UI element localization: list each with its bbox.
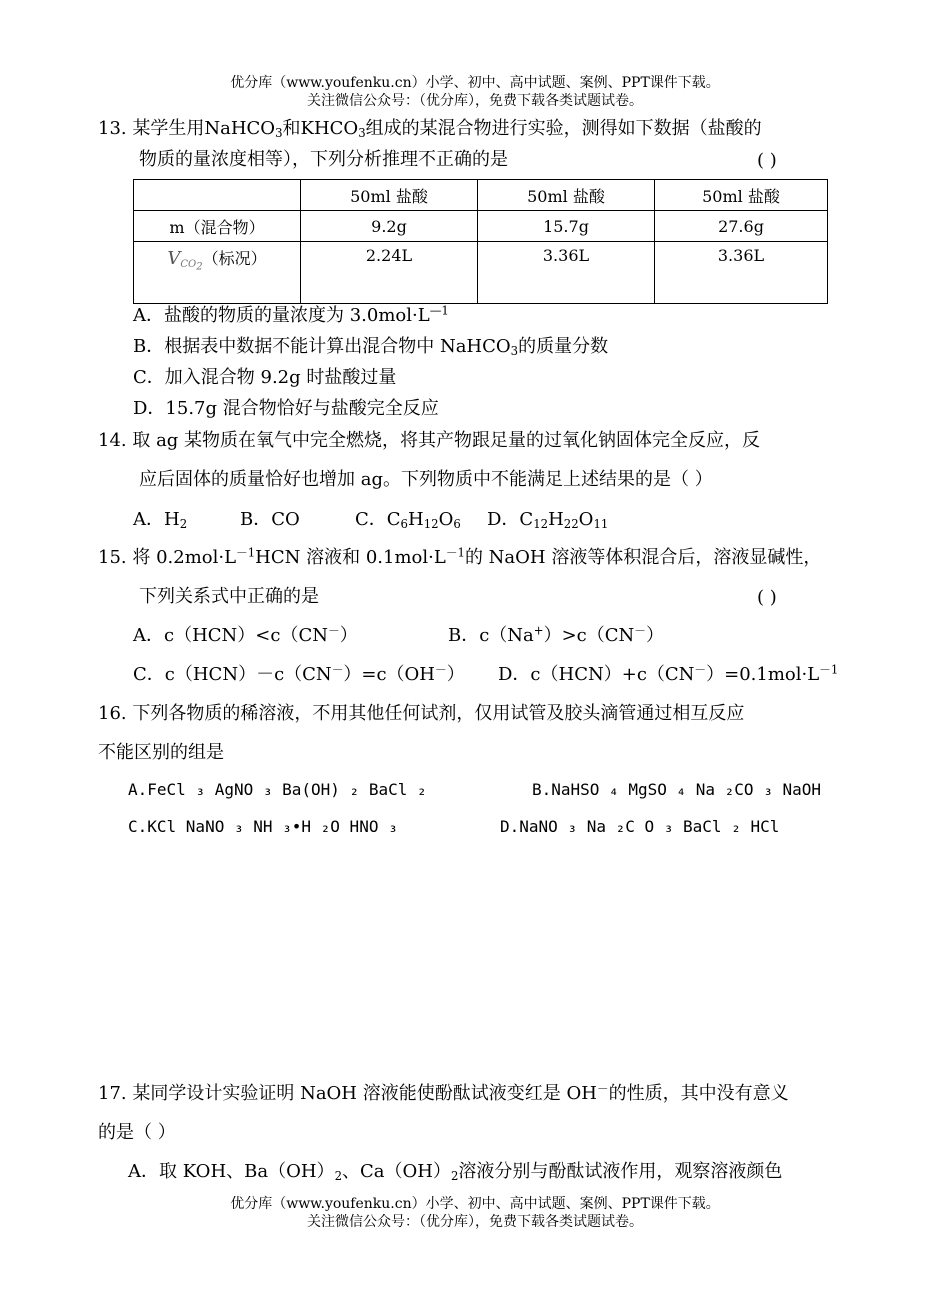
q15-answer-paren: ( ) bbox=[757, 587, 777, 608]
q15-option-c: C．c（HCN）－c（CN－）=c（OH－） bbox=[133, 662, 465, 685]
table-header-cell: 50ml 盐酸 bbox=[301, 180, 478, 211]
q14-option-a: A．$H_2$ bbox=[133, 509, 188, 531]
q16-option-c: C.KCl NaNO ₃ NH ₃•H ₂O HNO ₃ bbox=[128, 817, 398, 836]
q16-option-d: D.NaNO ₃ Na ₂C O ₃ BaCl ₂ HCl bbox=[500, 817, 780, 836]
q13-option-c: C．加入混合物 9.2g 时盐酸过量 bbox=[133, 367, 397, 388]
page-footer-line2: 关注微信公众号：（优分库），免费下载各类试题试卷。 bbox=[307, 1214, 643, 1230]
q13-answer-paren: ( ) bbox=[757, 150, 777, 171]
q13-option-d: D．15.7g 混合物恰好与盐酸完全反应 bbox=[133, 398, 439, 419]
q14-option-b: B．CO bbox=[240, 509, 300, 530]
table-cell: 3.36L bbox=[478, 242, 655, 304]
q14-option-c: C．$C_6H_{12}O_6$ bbox=[355, 509, 461, 531]
q13-data-table bbox=[133, 179, 828, 304]
table-row-label: m（混合物） bbox=[134, 211, 301, 242]
q15-option-a: A．c（HCN）<c（CN－） bbox=[133, 623, 358, 646]
table-row bbox=[134, 211, 828, 242]
page-footer-line1: 优分库（www.youfenku.cn）小学、初中、高中试题、案例、PPT课件下载。 bbox=[230, 1196, 720, 1212]
q13-stem-line1: 13. 某学生用NaHCO$_3$和$KHCO_3$组成的某混合物进行实验，测得如下数据（盐酸的 bbox=[98, 118, 762, 140]
table-header-cell: 50ml 盐酸 bbox=[655, 180, 828, 211]
table-header-cell bbox=[134, 180, 301, 211]
q16-stem-line2: 不能区别的组是 bbox=[98, 742, 224, 763]
q15-option-d: D．$c(HCN)+c(CN^-)=0.1mol\cdot L^{-1}$ bbox=[498, 662, 839, 685]
table-cell: 15.7g bbox=[478, 211, 655, 242]
q15-stem-line2: 下列关系式中正确的是 bbox=[139, 586, 319, 607]
q13-stem-line2: 物质的量浓度相等），下列分析推理不正确的是 bbox=[139, 149, 508, 170]
table-row bbox=[134, 242, 828, 304]
q17-stem-line1: 17. 某同学设计实验证明 NaOH 溶液能使酚酞试液变红是 OH－的性质，其中没有意义 bbox=[98, 1081, 789, 1104]
table-cell: 3.36L bbox=[655, 242, 828, 304]
q14-stem-line1: 14. 取 ag 某物质在氧气中完全燃烧，将其产物跟足量的过氧化钠固体完全反应，反 bbox=[98, 430, 761, 451]
q16-option-a: A.FeCl ₃ AgNO ₃ Ba(OH) ₂ BaCl ₂ bbox=[128, 780, 427, 799]
q14-option-d: D．$C_{12}H_{22}O_{11}$ bbox=[487, 509, 609, 531]
table-header-cell: 50ml 盐酸 bbox=[478, 180, 655, 211]
table-cell: 27.6g bbox=[655, 211, 828, 242]
q13-option-b: B．根据表中数据不能计算出混合物中 NaHCO$_3$的质量分数 bbox=[133, 336, 609, 358]
q16-option-b: B.NaHSO ₄ MgSO ₄ Na ₂CO ₃ NaOH bbox=[532, 780, 821, 799]
table-row-label: $V_{CO_2}$（标况） bbox=[134, 242, 301, 304]
q17-option-a: A．取 KOH、$Ba(OH)_2$、$Ca(OH)_2$溶液分别与酚酞试液作用，观察溶液颜色 bbox=[128, 1161, 783, 1183]
q15-option-b: B．c（Na+）>c（CN－） bbox=[448, 623, 664, 646]
q13-option-a: A．盐酸的物质的量浓度为 $3.0mol\cdot L^{—1}$ bbox=[133, 303, 449, 326]
q16-stem-line1: 16. 下列各物质的稀溶液，不用其他任何试剂，仅用试管及胶头滴管通过相互反应 bbox=[98, 703, 745, 724]
q17-stem-line2: 的是（ ） bbox=[98, 1122, 176, 1143]
q14-stem-line2: 应后固体的质量恰好也增加 ag。下列物质中不能满足上述结果的是（ ） bbox=[139, 469, 713, 490]
v-co2-symbol: $V_{CO_2}$ bbox=[167, 248, 203, 272]
table-row bbox=[134, 180, 828, 211]
table-cell: 2.24L bbox=[301, 242, 478, 304]
table-cell: 9.2g bbox=[301, 211, 478, 242]
q15-stem-line1: 15. 将 $0.2mol\cdot L^{-1}HCN$ 溶液和 $0.1mol\cdot L^{-1}$的 NaOH 溶液等体积混合后，溶液显碱性， bbox=[98, 545, 822, 568]
page-header-line2: 关注微信公众号：（优分库），免费下载各类试题试卷。 bbox=[307, 93, 643, 109]
page-header-line1: 优分库（www.youfenku.cn）小学、初中、高中试题、案例、PPT课件下载。 bbox=[230, 75, 720, 91]
